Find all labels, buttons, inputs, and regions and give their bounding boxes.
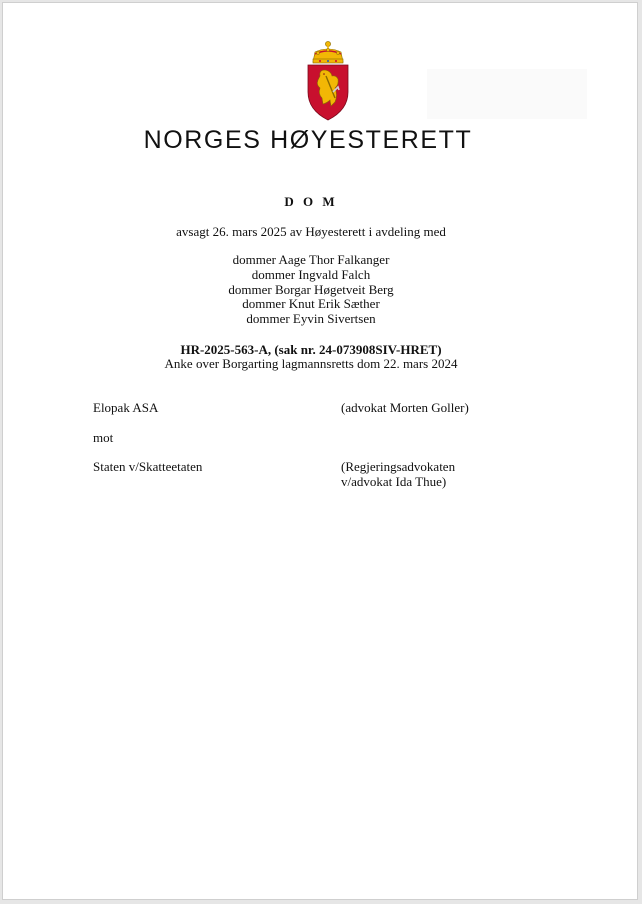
respondent-counsel-line2: v/advokat Ida Thue) (341, 474, 447, 489)
appeal-line: Anke over Borgarting lagmannsretts dom 22. mars 2024 (164, 356, 458, 371)
appellant-name: Elopak ASA (93, 400, 159, 415)
respondent-counsel-line1: (Regjeringsadvokaten (341, 459, 456, 474)
document-title: D O M (284, 194, 338, 209)
issued-line: avsagt 26. mars 2025 av Høyesterett i avdeling med (176, 224, 446, 239)
coat-of-arms-icon (303, 40, 353, 122)
appellant-counsel: (advokat Morten Goller) (341, 400, 469, 415)
judge-name: dommer Knut Erik Sæther (242, 296, 380, 312)
document-page (2, 2, 638, 900)
court-name-logo: NORGES HØYESTERETT (143, 126, 473, 154)
judge-name: dommer Ingvald Falch (251, 266, 371, 282)
respondent-name: Staten v/Skatteetaten (93, 459, 203, 474)
judge-name: dommer Borgar Høgetveit Berg (228, 281, 394, 297)
judges-list (0, 253, 629, 327)
faint-watermark-area (427, 69, 587, 119)
versus-label: mot (93, 430, 114, 445)
judge-name: dommer Eyvin Sivertsen (246, 311, 376, 327)
case-number: HR-2025-563-A, (sak nr. 24-073908SIV-HRET) (180, 342, 442, 357)
judge-name: dommer Aage Thor Falkanger (232, 252, 390, 267)
